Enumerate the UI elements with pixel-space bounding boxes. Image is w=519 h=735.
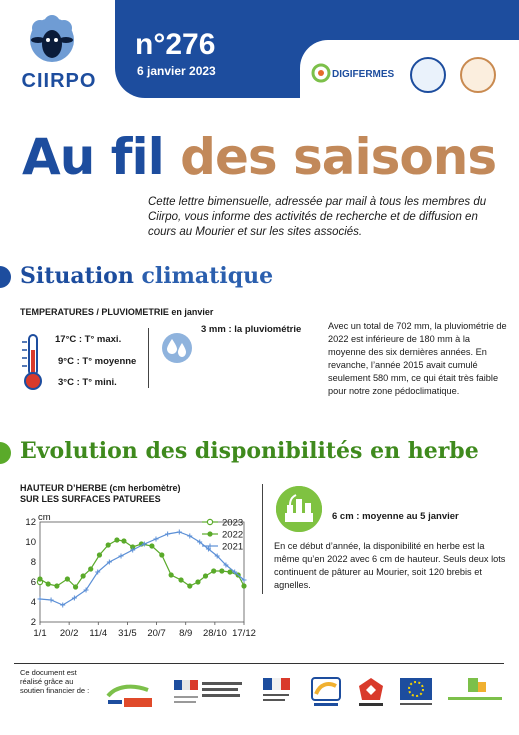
chart-heading [20,483,181,505]
divider [148,328,149,388]
idele-logo [104,676,154,710]
section-title-part2: des disponibilités en herbe [145,438,479,464]
republique-logo [262,676,292,710]
section-title-part1: Evolution [20,438,138,464]
data-point-2022 [121,538,126,543]
legend-label: 2023 [222,517,244,529]
data-point-2022 [88,566,93,571]
raindrops-icon [162,332,192,364]
temperature-average: 9°C : T° moyenne [58,356,137,367]
data-point-2022 [195,579,200,584]
data-point-2022 [149,543,154,548]
ministere-logo [172,676,246,710]
data-point-2021 [49,598,54,603]
ciirpo-logo-text: CIIRPO [21,70,97,92]
chart-heading-line1: HAUTEUR D’HERBE (cm herbomètre) [20,483,181,493]
x-tick-label: 1/1 [33,628,47,639]
data-point-2021 [165,532,170,537]
grass-height-value: 6 cm : moyenne au 5 janvier [332,511,459,522]
issue-number: n°276 [135,28,216,61]
data-point-2022 [65,576,70,581]
y-axis-label: cm [38,512,51,523]
y-tick-label: 6 [30,577,36,588]
x-tick-label: 20/2 [59,628,79,639]
series-line-2022 [40,540,244,587]
data-point-2021 [153,537,158,542]
section-title-part2: climatique [141,263,274,289]
data-point-2022 [81,573,86,578]
main-title-part2: des saisons [180,128,497,186]
footer-divider [14,663,504,664]
partner-badge-1-icon [410,57,446,93]
data-point-2022 [241,583,246,588]
rainfall-value: 3 mm : la pluviométrie [201,324,302,335]
x-tick-label: 8/9 [179,628,193,639]
digifermes-logo [312,62,395,84]
data-point-2022 [219,568,224,573]
data-point-2022 [203,573,208,578]
x-tick-label: 20/7 [147,628,166,639]
svg-text:DIGIFERMES: DIGIFERMES [332,69,395,80]
thermometer-icon [20,332,46,392]
issue-date: 6 janvier 2023 [137,64,216,78]
data-point-2021 [38,597,43,602]
y-tick-label: 4 [30,597,36,608]
legend-label: 2022 [222,529,244,541]
data-point-2022 [106,542,111,547]
y-tick-label: 2 [30,617,36,628]
data-point-2022 [73,584,78,589]
x-tick-label: 17/12 [232,628,256,639]
section-bullet-icon [0,266,11,288]
data-point-2021 [119,554,124,559]
section-title-climate [20,263,273,289]
sheep-logo-icon [24,14,80,70]
data-point-2022 [114,537,119,542]
grass-icon [276,486,322,532]
section-bullet-icon [0,442,11,464]
partner-badge-2-icon [460,57,496,93]
data-point-2022 [169,572,174,577]
legend-marker [207,531,212,536]
x-tick-label: 11/4 [89,628,108,639]
divider [262,484,263,594]
temperature-max: 17°C : T° maxi. [55,334,122,345]
data-point-2022 [46,581,51,586]
intro-text: Cette lettre bimensuelle, adressée par mail à tous les membres du Ciirpo, vous informe des activités de recherche et de diffusion en cours au Mourier et sur les sites associés. [148,196,487,238]
main-title-part1: Au fil [22,128,164,186]
data-point-2022 [178,577,183,582]
y-tick-label: 8 [30,557,36,568]
grass-text: En ce début d’année, la disponibilité en herbe est la même qu’en 2022 avec 6 cm de hauteur. Seuls deux lots continuent de pâturer au Mourier, soit 120 brebis et agnelles. [274,541,506,590]
chart-heading-line2: SUR LES SURFACES PATUREES [20,494,161,504]
data-point-2022 [54,583,59,588]
data-point-2022 [159,552,164,557]
europe-logo [398,676,434,710]
funding-text: Ce document est réalisé grâce au soutien financier de : [20,668,90,695]
legend-label: 2021 [222,541,244,553]
y-tick-label: 12 [25,517,36,528]
data-point-2022 [187,583,192,588]
main-title [22,128,496,186]
x-tick-label: 31/5 [118,628,137,639]
y-tick-label: 10 [25,537,36,548]
temperature-heading: TEMPERATURES / PLUVIOMETRIE en janvier [20,307,214,317]
data-point-2022 [97,552,102,557]
section-title-part1: Situation [20,263,134,289]
franceagrimer-logo [446,676,504,710]
data-point-2022 [37,576,42,581]
grass-height-chart [14,510,264,645]
x-tick-label: 28/10 [202,628,227,639]
rainfall-text: Avec un total de 702 mm, la pluviométrie de 2022 est inférieure de 180 mm à la moyenne des six dernières années. En revanche, l’année 2015 avait cumulé seulement 580 mm, ce qui était très faible pour notre zone pédoclimatique. [328,321,507,396]
legend-marker [207,519,212,524]
centre-val-de-loire-logo [310,676,342,710]
section-title-grass [20,438,479,464]
nouvelle-aquitaine-logo [356,676,386,710]
temperature-min: 3°C : T° mini. [58,377,117,388]
data-point-2022 [211,568,216,573]
data-point-2021 [177,530,182,535]
